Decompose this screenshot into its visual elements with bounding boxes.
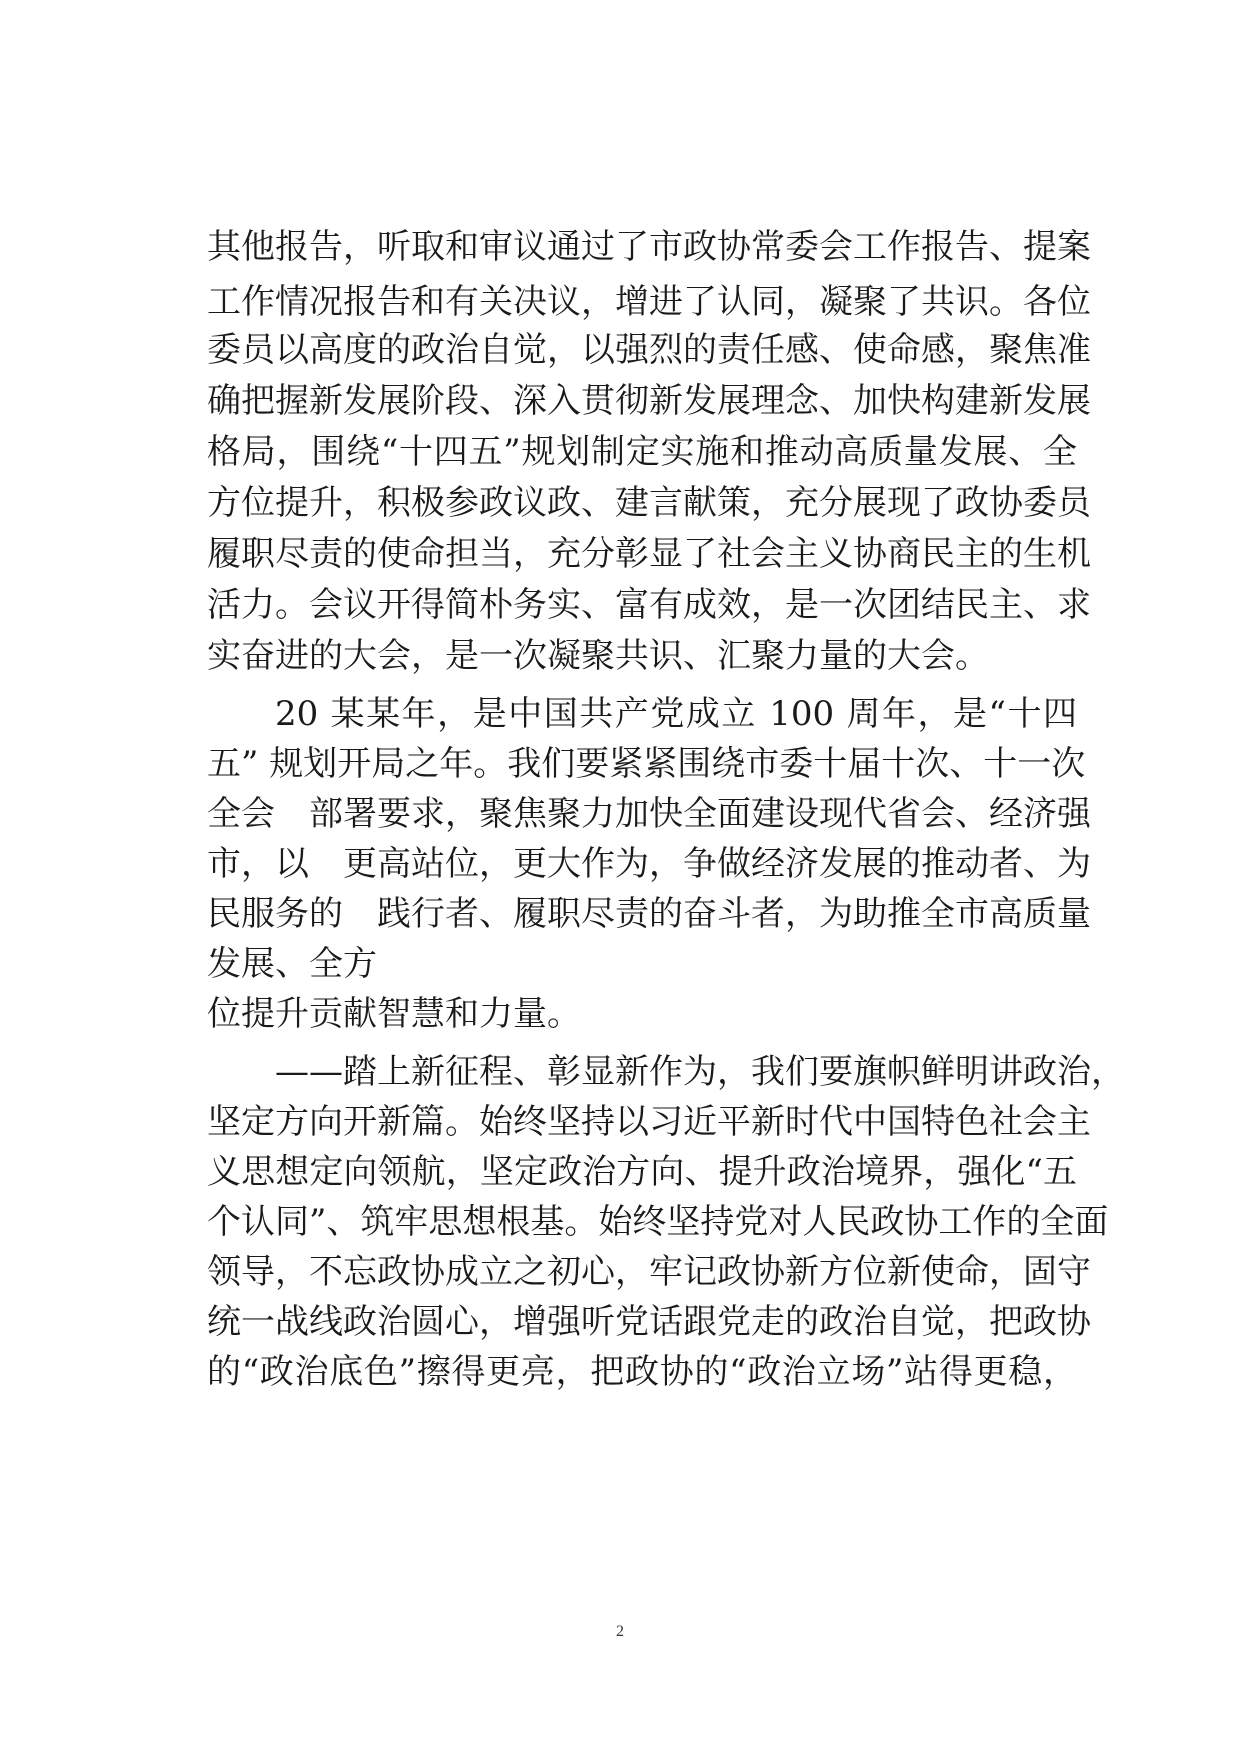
paragraph-1-line: 活力。会议开得简朴务实、富有成效，是一次团结民主、求 xyxy=(207,585,1091,625)
paragraph-3-line: 坚定方向开新篇。始终坚持以习近平新时代中国特色社会主 xyxy=(207,1102,1091,1142)
paragraph-3-line: 统一战线政治圆心，增强听党话跟党走的政治自觉，把政协 xyxy=(207,1302,1091,1342)
paragraph-2-line: 发展、全方 xyxy=(207,944,377,984)
paragraph-2-line: 民服务的 践行者、履职尽责的奋斗者，为助推全市高质量 xyxy=(207,894,1091,934)
paragraph-2-line: 五” 规划开局之年。我们要紧紧围绕市委十届十次、十一次 xyxy=(207,744,1086,784)
paragraph-2-line: 市，以 更高站位，更大作为，争做经济发展的推动者、为 xyxy=(207,844,1091,884)
paragraph-3-line: 的“政治底色”擦得更亮，把政协的“政治立场”站得更稳， xyxy=(207,1352,1077,1392)
paragraph-3-line: 义思想定向领航，坚定政治方向、提升政治境界，强化“五 xyxy=(207,1152,1077,1192)
paragraph-1-line: 确把握新发展阶段、深入贯彻新发展理念、加快构建新发展 xyxy=(207,381,1091,421)
paragraph-1-line: 履职尽责的使命担当，充分彰显了社会主义协商民主的生机 xyxy=(207,534,1091,574)
paragraph-2-line: 位提升贡献智慧和力量。 xyxy=(207,994,581,1034)
page-number: 2 xyxy=(616,1623,624,1640)
paragraph-1-line: 其他报告，听取和审议通过了市政协常委会工作报告、提案 xyxy=(207,227,1091,267)
paragraph-1-line: 委员以高度的政治自觉，以强烈的责任感、使命感，聚焦准 xyxy=(207,330,1091,370)
paragraph-1-line: 实奋进的大会，是一次凝聚共识、汇聚力量的大会。 xyxy=(207,636,989,676)
paragraph-3-line: 个认同”、筑牢思想根基。始终坚持党对人民政协工作的全面 xyxy=(207,1202,1109,1242)
paragraph-3-line: ——踏上新征程、彰显新作为，我们要旗帜鲜明讲政治， xyxy=(275,1052,1125,1092)
paragraph-2-line: 全会 部署要求，聚焦聚力加快全面建设现代省会、经济强 xyxy=(207,794,1091,834)
paragraph-3-line: 领导，不忘政协成立之初心，牢记政协新方位新使命，固守 xyxy=(207,1252,1091,1292)
paragraph-1-line: 工作情况报告和有关决议，增进了认同，凝聚了共识。各位 xyxy=(207,282,1091,322)
paragraph-1-line: 格局，围绕“十四五”规划制定实施和推动高质量发展、全 xyxy=(207,432,1077,472)
paragraph-1-line: 方位提升，积极参政议政、建言献策，充分展现了政协委员 xyxy=(207,483,1091,523)
paragraph-2-line: 20 某某年，是中国共产党成立 100 周年，是“十四 xyxy=(275,694,1077,734)
